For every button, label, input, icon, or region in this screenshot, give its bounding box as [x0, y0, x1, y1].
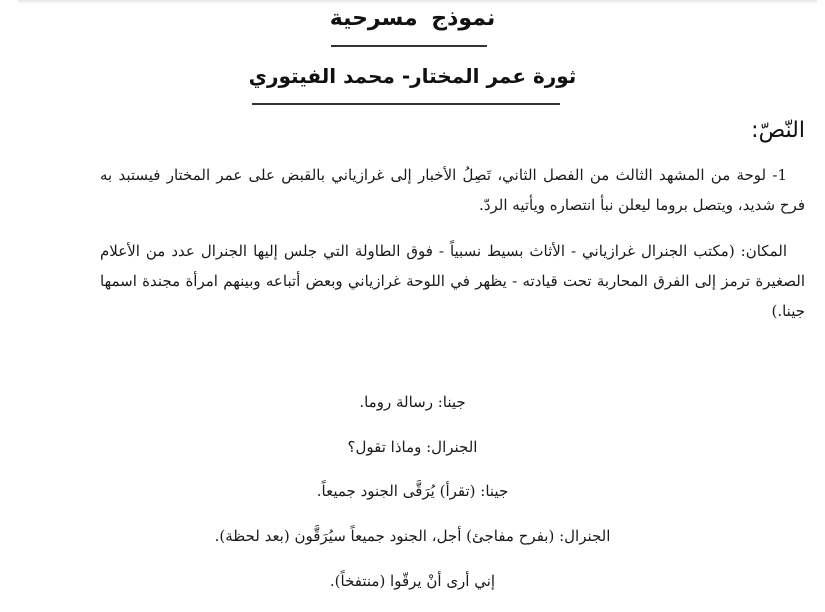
dialogue-line: إني أرى أنْ يرقّوا (منتفخاً).	[329, 572, 496, 590]
document-title: نموذج مسرحية	[329, 6, 496, 31]
paragraph-intro	[100, 160, 805, 220]
section-label-text: النّصّ:	[751, 118, 805, 143]
paragraph-intro-text: 1- لوحة من المشهد الثالث من الفصل الثاني، تَصِلُ الأخبار إلى غرازياني بالقبض على عمر المختار فيستبد به فرح شديد، ويتصل بروما ليعلن نبأ انتصاره ويأتيه الردّ.	[100, 166, 805, 214]
subtitle-underline	[252, 103, 560, 105]
title-underline	[331, 45, 487, 47]
dialogue-line: جينا: رسالة روما.	[359, 393, 466, 411]
dialogue-line: جينا: (تقرأ) يُرَقَّى الجنود جميعاً.	[316, 482, 509, 500]
dialogue-line: الجنرال: (بفرح مفاجئ) أجل، الجنود جميعاً سيُرَقَّون (بعد لحظة).	[214, 527, 611, 545]
dialogue-line: الجنرال: وماذا تقول؟	[347, 438, 478, 456]
paragraph-setting-text: المكان: (مكتب الجنرال غرازياني - الأثاث بسيط نسبياً - فوق الطاولة التي جلس إليها الجنرال عدد من الأعلام الصغيرة ترمز إلى الفرق المحاربة تحت قيادته - يظهر في اللوحة غرازياني وبعض أتباعه وبينهم امرأة مجندة اسمها جينا.)	[100, 242, 805, 320]
paragraph-setting	[100, 236, 805, 326]
document-subtitle: ثورة عمر المختار- محمد الفيتوري	[248, 64, 577, 88]
